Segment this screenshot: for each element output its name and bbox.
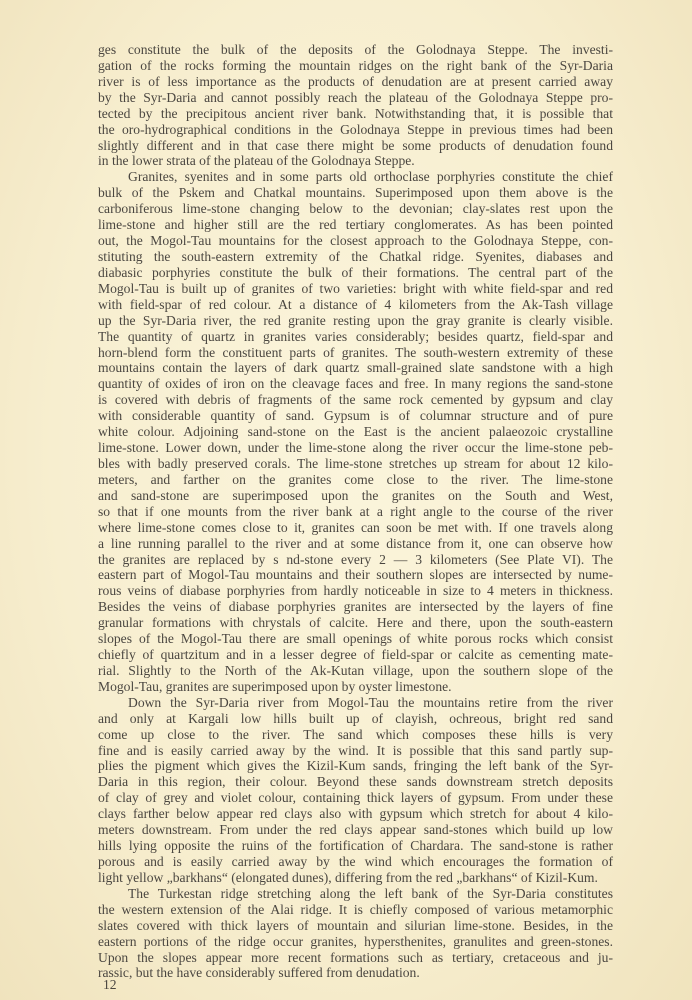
text-line: rous veins of diabase porphyries from hardly noticeable in size to 4 meters in thickness.: [98, 583, 613, 599]
text-line: light yellow „barkhans“ (elongated dunes), differing from the red „barkhans“ of Kizil-Kum.: [98, 869, 598, 885]
text-line: gation of the rocks forming the mountain ridges on the right bank of the Syr-Daria: [98, 57, 613, 73]
text-line: hills lying opposite the ruins of the fortification of Chardara. The sand-stone is rather: [98, 838, 613, 854]
text-line: slopes of the Mogol-Tau there are small openings of white porous rocks which consist: [98, 631, 613, 647]
text-line: with considerable quantity of sand. Gypsum is of columnar structure and of pure: [98, 408, 613, 424]
paragraph: [98, 169, 613, 694]
text-line: lime-stone. Lower down, under the lime-stone along the river occur the lime-stone peb-: [98, 440, 613, 456]
text-line: diabasic porphyries constitute the bulk of their formations. The central part of the: [98, 264, 613, 280]
text-line: where lime-stone comes close to it, granites can soon be met with. If one travels along: [98, 519, 613, 535]
text-line: clays farther below appear red clays also with gypsum which stretch for about 4 kilo-: [98, 806, 613, 822]
text-line: up the Syr-Daria river, the red granite resting upon the gray granite is clearly visible.: [98, 312, 613, 328]
text-line: rassic, but the have considerably suffered from denudation.: [98, 965, 420, 981]
page-body: [98, 42, 613, 981]
text-line: the western extension of the Alai ridge. It is chiefly composed of various metamorphic: [98, 901, 613, 917]
text-line: horn-blend form the constituent parts of granites. The south-western extremity of these: [98, 344, 613, 360]
text-line: slightly different and in that case there might be some products of denudation found: [98, 137, 613, 153]
text-line: tected by the precipitous ancient river bank. Notwithstanding that, it is possible that: [98, 105, 613, 121]
text-line: meters downstream. From under the red clays appear sand-stones which build up low: [98, 822, 613, 838]
text-line: white colour. Adjoining sand-stone on the East is the ancient palaeozoic crystalline: [98, 424, 613, 440]
text-line: bulk of the Pskem and Chatkal mountains. Superimposed upon them above is the: [98, 185, 613, 201]
text-line: chiefly of quartzitum and in a lesser degree of field-spar or calcite as cementing mate-: [98, 647, 613, 663]
text-line: The Turkestan ridge stretching along the left bank of the Syr-Daria constitutes: [128, 885, 613, 901]
paragraph: [98, 42, 613, 169]
text-line: slates covered with thick layers of mountain and silurian lime-stone. Besides, in the: [98, 917, 613, 933]
text-line: and only at Kargali low hills built up of clayish, ochreous, bright red sand: [98, 710, 613, 726]
text-line: Mogol-Tau, granites are superimposed upon by oyster limestone.: [98, 678, 452, 694]
text-line: so that if one mounts from the river bank at a right angle to the course of the river: [98, 503, 613, 519]
text-line: Granites, syenites and in some parts old orthoclase porphyries constitute the chief: [128, 169, 613, 185]
text-line: come up close to the river. The sand which composes these hills is very: [98, 726, 613, 742]
text-line: rial. Slightly to the North of the Ak-Kutan village, upon the southern slope of the: [98, 662, 613, 678]
text-line: Upon the slopes appear more recent formations such as tertiary, cretaceous and ju-: [98, 949, 613, 965]
text-line: Daria in this region, their colour. Beyond these sands downstream stretch deposits: [98, 774, 613, 790]
text-line: carboniferous lime-stone changing below to the devonian; clay-slates rest upon the: [98, 201, 613, 217]
text-line: of clay of grey and violet colour, containing thick layers of gypsum. From under these: [98, 790, 613, 806]
text-line: is covered with debris of fragments of the same rock cemented by gypsum and clay: [98, 392, 613, 408]
text-line: lime-stone and higher still are the red tertiary conglomerates. As has been pointed: [98, 217, 613, 233]
text-line: with field-spar of red colour. At a distance of 4 kilometers from the Ak-Tash village: [98, 296, 613, 312]
text-line: by the Syr-Daria and cannot possibly reach the plateau of the Golodnaya Steppe pro-: [98, 89, 613, 105]
text-line: porous and is easily carried away by the wind which encourages the formation of: [98, 854, 613, 870]
text-line: Down the Syr-Daria river from Mogol-Tau the mountains retire from the river: [128, 694, 613, 710]
text-line: in the lower strata of the plateau of the Golodnaya Steppe.: [98, 153, 415, 169]
text-line: river is of less importance as the products of denudation are at present carried away: [98, 73, 613, 89]
text-line: The quantity of quartz in granites varies considerably; besides quartz, field-spar and: [98, 328, 613, 344]
text-line: ges constitute the bulk of the deposits of the Golodnaya Steppe. The investi-: [98, 42, 613, 57]
text-line: mountains contain the layers of dark quartz small-grained slate sandstone with a high: [98, 360, 613, 376]
text-line: plies the pigment which gives the Kizil-Kum sands, fringing the left bank of the Syr-: [98, 758, 613, 774]
text-line: bles with badly preserved corals. The lime-stone stretches up stream for about 12 kilo-: [98, 455, 613, 471]
text-line: and sand-stone are superimposed upon the granites on the South and West,: [98, 487, 613, 503]
page-number: 12: [103, 977, 117, 992]
text-line: quantity of oxides of iron on the cleavage faces and free. In many regions the sand-stone: [98, 376, 613, 392]
text-line: eastern part of Mogol-Tau mountains and their southern slopes are intersected by nume-: [98, 567, 613, 583]
text-line: Mogol-Tau is built up of granites of two varieties: bright with white field-spar and red: [98, 280, 613, 296]
text-line: a line running parallel to the river and at some distance from it, one can observe how: [98, 535, 613, 551]
text-line: eastern portions of the ridge occur granites, hypersthenites, granulites and green-stones.: [98, 933, 613, 949]
text-line: the oro-hydrographical conditions in the Golodnaya Steppe in previous times had been: [98, 121, 613, 137]
text-line: meters, and farther on the granites come close to the river. The lime-stone: [98, 471, 613, 487]
paragraph: [98, 695, 613, 886]
text-line: Besides the veins of diabase porphyries granites are intersected by the layers of fine: [98, 599, 613, 615]
text-line: granular formations with chrystals of calcite. Here and there, upon the south-eastern: [98, 615, 613, 631]
text-line: out, the Mogol-Tau mountains for the closest approach to the Golodnaya Steppe, con-: [98, 233, 613, 249]
text-line: stituting the south-eastern extremity of the Chatkal ridge. Syenites, diabases and: [98, 248, 613, 264]
text-line: the granites are replaced by s nd-stone every 2 — 3 kilometers (See Plate VI). The: [98, 551, 613, 567]
text-line: fine and is easily carried away by the wind. It is possible that this sand partly sup-: [98, 742, 613, 758]
paragraph: [98, 886, 613, 982]
